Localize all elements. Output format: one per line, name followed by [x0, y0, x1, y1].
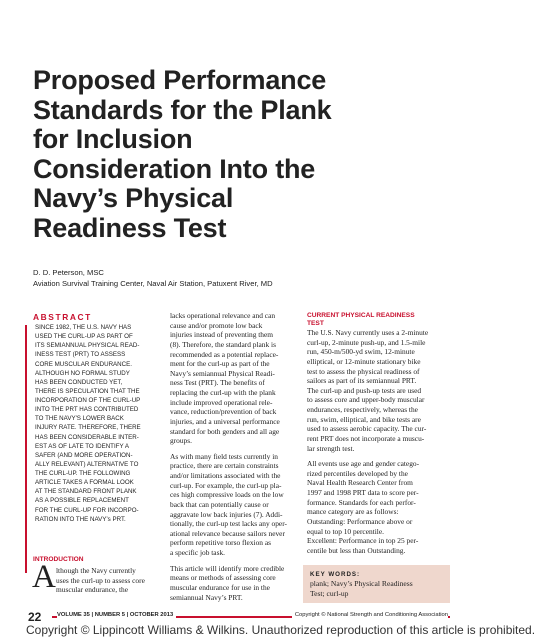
introduction-heading: INTRODUCTION: [33, 556, 84, 563]
keywords-line: Test; curl-up: [310, 588, 349, 598]
body-line: injuries instead of preventing them: [170, 330, 274, 340]
body-line: tionally, the curl-up test lacks any oper-: [170, 519, 287, 529]
body-line: to assess core and upper-body muscular: [307, 395, 425, 405]
abstract-line: ALTHOUGH NO FORMAL STUDY: [35, 369, 130, 377]
body-line: run, swim, elliptical, and bike tests are: [307, 414, 421, 424]
page-number: 22: [28, 610, 42, 624]
body-line: sailors as part of its semiannual PRT.: [307, 376, 417, 386]
body-line: All events use age and gender catego-: [307, 459, 420, 469]
body-line: and/or limitations associated with the: [170, 471, 281, 480]
body-line: The curl-up and push-up tests are used: [307, 385, 422, 395]
body-line: back that can potentially cause or: [170, 499, 269, 509]
article-title: [33, 66, 453, 243]
association-copyright: Copyright © National Strength and Conditioning Association: [292, 612, 448, 618]
body-line: injuries, and a universal performance: [170, 416, 280, 426]
body-line: replacing the curl-up with the plank: [170, 388, 276, 397]
body-line: recommended as a potential replace-: [170, 349, 279, 359]
title-line: Standards for the Plank: [33, 94, 332, 125]
abstract-accent-bar: [25, 325, 27, 573]
abstract-line: ARTICLE TAKES A FORMAL LOOK: [35, 479, 134, 487]
abstract-line: INTO THE PRT HAS CONTRIBUTED: [35, 406, 139, 414]
body-line: muscular endurance, the: [56, 585, 129, 595]
abstract-line: HAS BEEN CONDUCTED YET,: [35, 378, 123, 386]
title-line: Readiness Test: [33, 212, 227, 243]
author-name: D. D. Peterson, MSC: [33, 268, 104, 277]
abstract-line: RATION INTO THE NAVY’s PRT.: [35, 515, 126, 523]
body-line: standard for both genders and all age: [170, 426, 280, 436]
abstract-line: SINCE 1982, THE U.S. NAVY HAS: [35, 324, 132, 331]
body-line: curl-up. For example, the curl-up pla-: [170, 480, 282, 490]
body-line: lar strength test.: [307, 443, 355, 453]
abstract-line: USED THE CURL-UP AS PART OF: [35, 333, 133, 341]
body-line: As with many field tests currently in: [170, 451, 278, 461]
title-line: Navy’s Physical: [33, 183, 234, 213]
copyright-notice: Copyright © Lippincott Williams & Wilkins. Unauthorized reproduction of this article is prohibited.: [26, 623, 535, 637]
abstract-line: ITS SEMIANNUAL PHYSICAL READ-: [35, 342, 140, 350]
abstract-line: ALLY RELEVANT) ALTERNATIVE TO: [35, 460, 139, 468]
abstract-heading: ABSTRACT: [33, 312, 92, 322]
body-line: lthough the Navy currently: [56, 566, 136, 575]
body-line: Navy’s semiannual Physical Readi-: [170, 368, 275, 378]
body-line: curl-up, 2-minute push-up, and 1.5-mile: [307, 337, 426, 347]
body-line: ces high compressive loads on the low: [170, 490, 284, 500]
abstract-body: [35, 323, 160, 524]
abstract-line: CORE MUSCULAR ENDURANCE.: [35, 360, 132, 368]
keywords-heading: KEY WORDS:: [310, 571, 361, 578]
abstract-line: THE CURL-UP. THE FOLLOWING: [35, 470, 131, 477]
abstract-line: INESS TEST (PRT) TO ASSESS: [35, 351, 126, 359]
abstract-line: HAS BEEN CONSIDERABLE INTER-: [35, 433, 139, 441]
abstract-line: TO THE NAVY'S LOWER BACK: [35, 415, 124, 423]
body-line: This article will identify more credible: [170, 563, 285, 573]
body-line: ment for the curl-up as part of the: [170, 359, 270, 369]
abstract-line: INJURY RATE. THEREFORE, THERE: [35, 424, 141, 432]
abstract-line: FOR THE CURL-UP FOR INCORPO-: [35, 506, 139, 514]
body-line: practice, there are certain constraints: [170, 461, 279, 471]
journal-issue: VOLUME 35 | NUMBER 5 | OCTOBER 2013: [57, 612, 176, 618]
section-heading-line: TEST: [307, 320, 324, 327]
body-line: endurances, respectively, whereas the: [307, 405, 418, 414]
body-line: run, 450-m/500-yd swim, 12-minute: [307, 347, 415, 357]
body-line: semiannual Navy’s PRT.: [170, 592, 243, 602]
body-line: elliptical, or 12-minute stationary bike: [307, 356, 421, 366]
section-heading-line: CURRENT PHYSICAL READINESS: [307, 312, 415, 319]
body-line: means or methods of assessing core: [170, 573, 276, 583]
body-line: Outstanding: Performance above or: [307, 516, 413, 526]
title-line: Consideration Into the: [33, 153, 316, 184]
body-line: muscular endurance for use in the: [170, 582, 270, 592]
body-line: (8). Therefore, the standard plank is: [170, 339, 276, 349]
abstract-line: AT THE STANDARD FRONT PLANK: [35, 488, 137, 496]
body-line: equal to top 10 percentile.: [307, 526, 384, 536]
body-line: Naval Health Research Center from: [307, 478, 413, 488]
body-line: rent PRT does not incorporate a muscu-: [307, 433, 425, 443]
section-heading: [307, 312, 447, 328]
body-column-3: [307, 328, 452, 555]
abstract-line: AS A POSSIBLE REPLACEMENT: [35, 497, 129, 505]
body-line: The U.S. Navy currently uses a 2-minute: [307, 328, 429, 337]
body-line: centile but less than Outstanding.: [307, 545, 406, 555]
body-line: rized percentiles developed by the: [307, 468, 408, 478]
body-line: a specific job task.: [170, 548, 226, 557]
body-line: ness Test (PRT). The benefits of: [170, 378, 265, 388]
body-line: ational relevance because sailors never: [170, 528, 285, 538]
body-line: vance, reduction/prevention of back: [170, 407, 277, 417]
body-line: perform repetitive torso flexion as: [170, 538, 271, 548]
abstract-line: INCORPORATION OF THE CURL-UP: [35, 397, 141, 404]
keywords-line: plank; Navy’s Physical Readiness: [310, 579, 413, 588]
body-line: used to assess aerobic capacity. The cur-: [307, 424, 427, 434]
author-affiliation: Aviation Survival Training Center, Naval Air Station, Patuxent River, MD: [33, 279, 273, 288]
introduction-body: [56, 566, 164, 595]
body-line: cause and/or promote low back: [170, 320, 263, 330]
body-line: 1997 and 1998 PRT data to score per-: [307, 488, 419, 497]
body-column-2: [170, 311, 298, 602]
body-line: lacks operational relevance and can: [170, 311, 276, 320]
body-line: groups.: [170, 436, 192, 446]
body-line: include improved operational rele-: [170, 397, 273, 407]
keywords-text: [310, 579, 413, 598]
title-line: for Inclusion: [33, 124, 193, 154]
drop-cap: A: [32, 559, 56, 595]
body-line: uses the curl-up to assess core: [56, 575, 145, 585]
body-line: aggravate low back injuries (7). Addi-: [170, 509, 283, 519]
body-line: Excellent: Performance in top 25 per-: [307, 536, 419, 546]
abstract-line: EST AS OF LATE TO IDENTIFY A: [35, 442, 129, 450]
abstract-line: SAFER (AND MORE OPERATION-: [35, 451, 133, 459]
body-line: formance. Standards for each perfor-: [307, 497, 416, 507]
abstract-line: THERE IS SPECULATION THAT THE: [35, 387, 140, 395]
body-line: test to assess the physical readiness of: [307, 366, 420, 376]
body-line: mance category are as follows:: [307, 507, 399, 517]
title-line: Proposed Performance: [33, 65, 327, 95]
